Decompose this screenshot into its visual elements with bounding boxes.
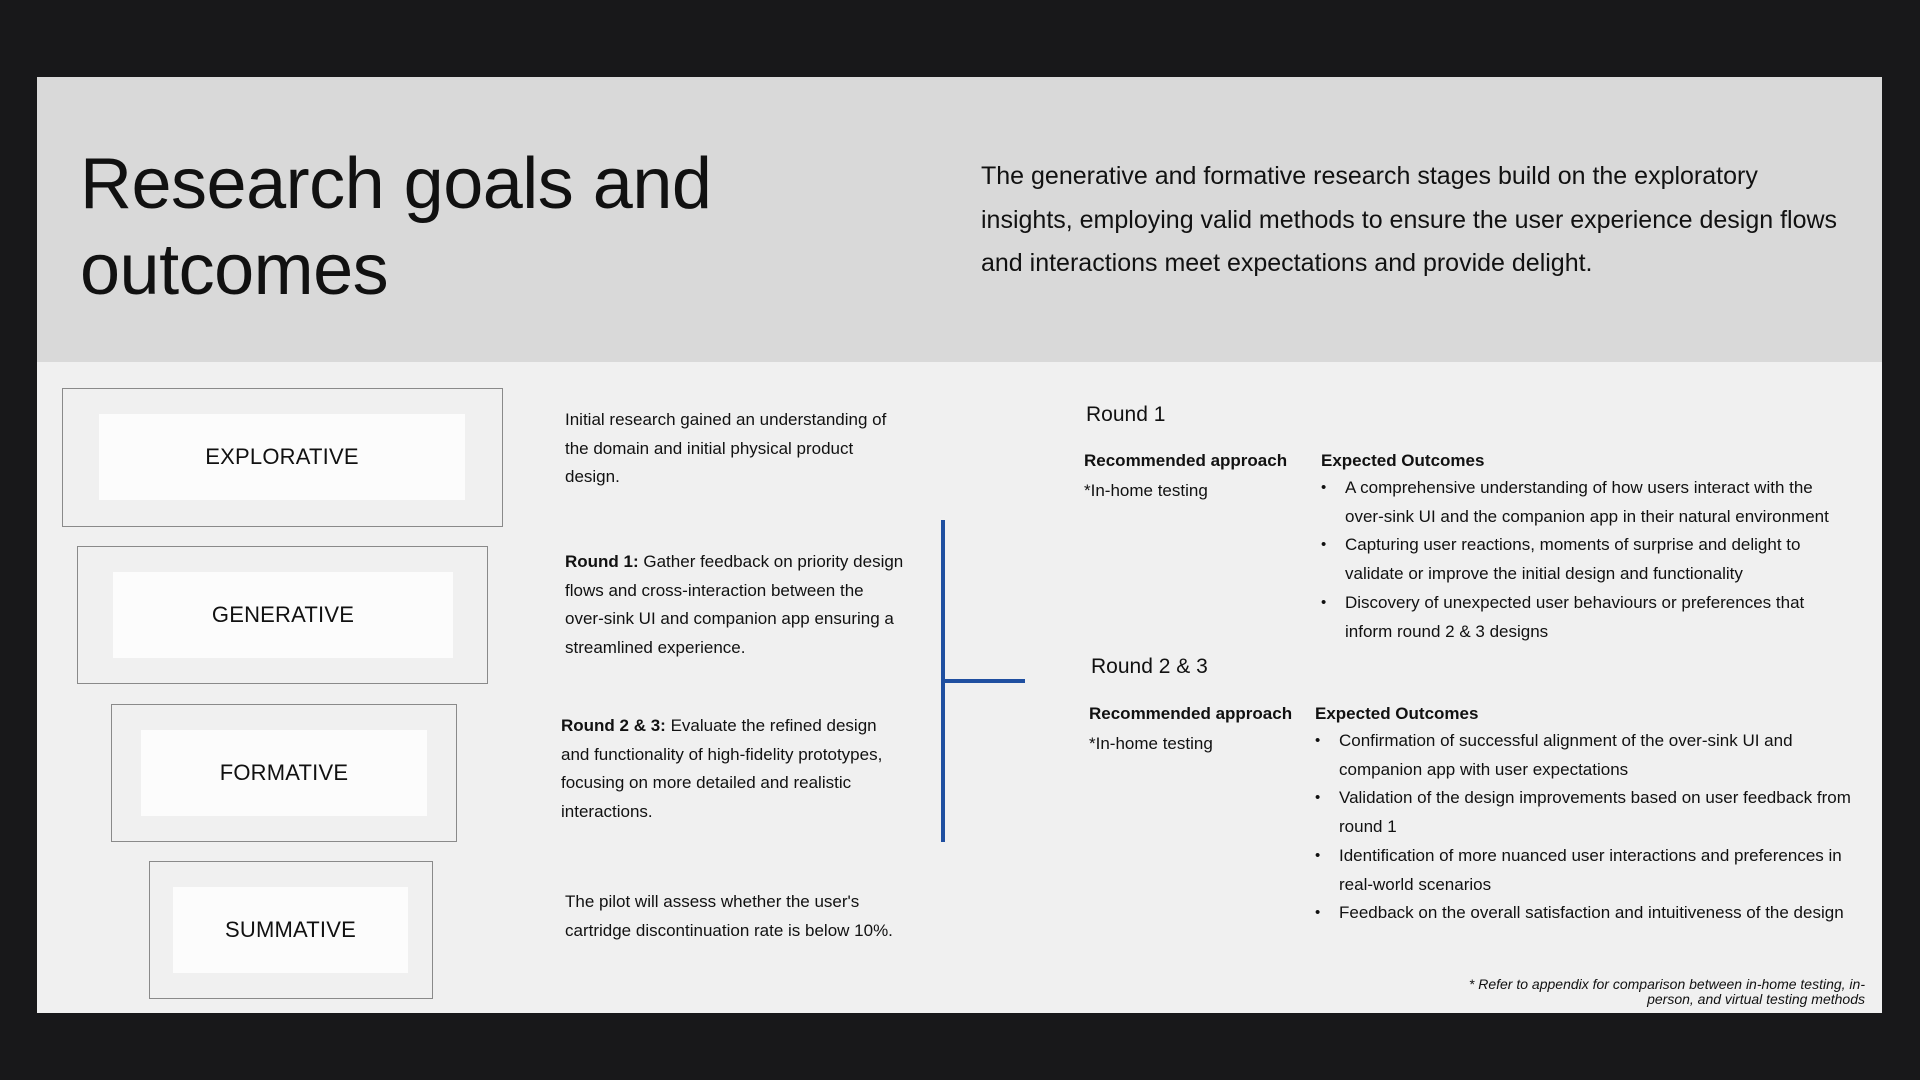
stage-generative [77,546,488,684]
stage-formative [111,704,457,842]
footnote: * Refer to appendix for comparison between in-home testing, in-person, and virtual testing methods [1468,976,1865,1007]
stage-summative [149,861,433,999]
round-2-3-lead: Round 2 & 3: [561,716,666,735]
round-1-outcomes-list [1321,474,1851,646]
list-item: • Confirmation of successful alignment of the over-sink UI and companion app with user expectations [1315,727,1860,784]
bracket-horizontal-line [941,679,1025,683]
round-1-approach-value: *In-home testing [1084,481,1208,500]
round-2-3-approach-value: *In-home testing [1089,734,1213,753]
list-item: • Discovery of unexpected user behaviours or preferences that inform round 2 & 3 designs [1321,589,1851,646]
header-band [37,77,1882,362]
stage-label-formative: FORMATIVE [141,730,427,816]
stage-description-generative: Round 1: Gather feedback on priority design flows and cross-interaction between the over-sink UI and companion app ensuring a streamlined experience. [565,552,904,658]
page-title: Research goals and outcomes [80,144,712,310]
stage-label-explorative: EXPLORATIVE [99,414,465,500]
round-2-3-outcomes-label: Expected Outcomes [1315,704,1479,723]
intro-text: The generative and formative research stages build on the exploratory insights, employing valid methods to ensure the user experience design flows and interactions meet expectations and provide delight. [981,162,1838,277]
round-2-3-approach-label: Recommended approach [1089,704,1293,723]
stage-description-summative: The pilot will assess whether the user's cartridge discontinuation rate is below 10%. [565,892,893,940]
round-1-title: Round 1 [1086,403,1166,426]
round-1-outcomes-label: Expected Outcomes [1321,451,1485,470]
stage-description-explorative: Initial research gained an understanding of the domain and initial physical product design. [565,410,887,487]
list-item: • Validation of the design improvements based on user feedback from round 1 [1315,784,1860,841]
slide [37,77,1882,1013]
list-item: • A comprehensive understanding of how users interact with the over-sink UI and the companion app in their natural environment [1321,474,1851,531]
round-2-3-title: Round 2 & 3 [1091,655,1208,678]
list-item: • Capturing user reactions, moments of surprise and delight to validate or improve the initial design and functionality [1321,531,1851,588]
round-1-lead: Round 1: [565,552,639,571]
stage-label-generative: GENERATIVE [113,572,453,658]
round-2-3-outcomes-list [1315,727,1860,928]
stage-explorative [62,388,503,527]
round-1-approach-label: Recommended approach [1084,451,1288,470]
stage-description-formative: Round 2 & 3: Evaluate the refined design and functionality of high-fidelity prototypes, focusing on more detailed and realistic interactions. [561,716,883,822]
list-item: • Feedback on the overall satisfaction and intuitiveness of the design [1315,899,1860,928]
list-item: • Identification of more nuanced user interactions and preferences in real-world scenarios [1315,842,1860,899]
stage-label-summative: SUMMATIVE [173,887,408,973]
